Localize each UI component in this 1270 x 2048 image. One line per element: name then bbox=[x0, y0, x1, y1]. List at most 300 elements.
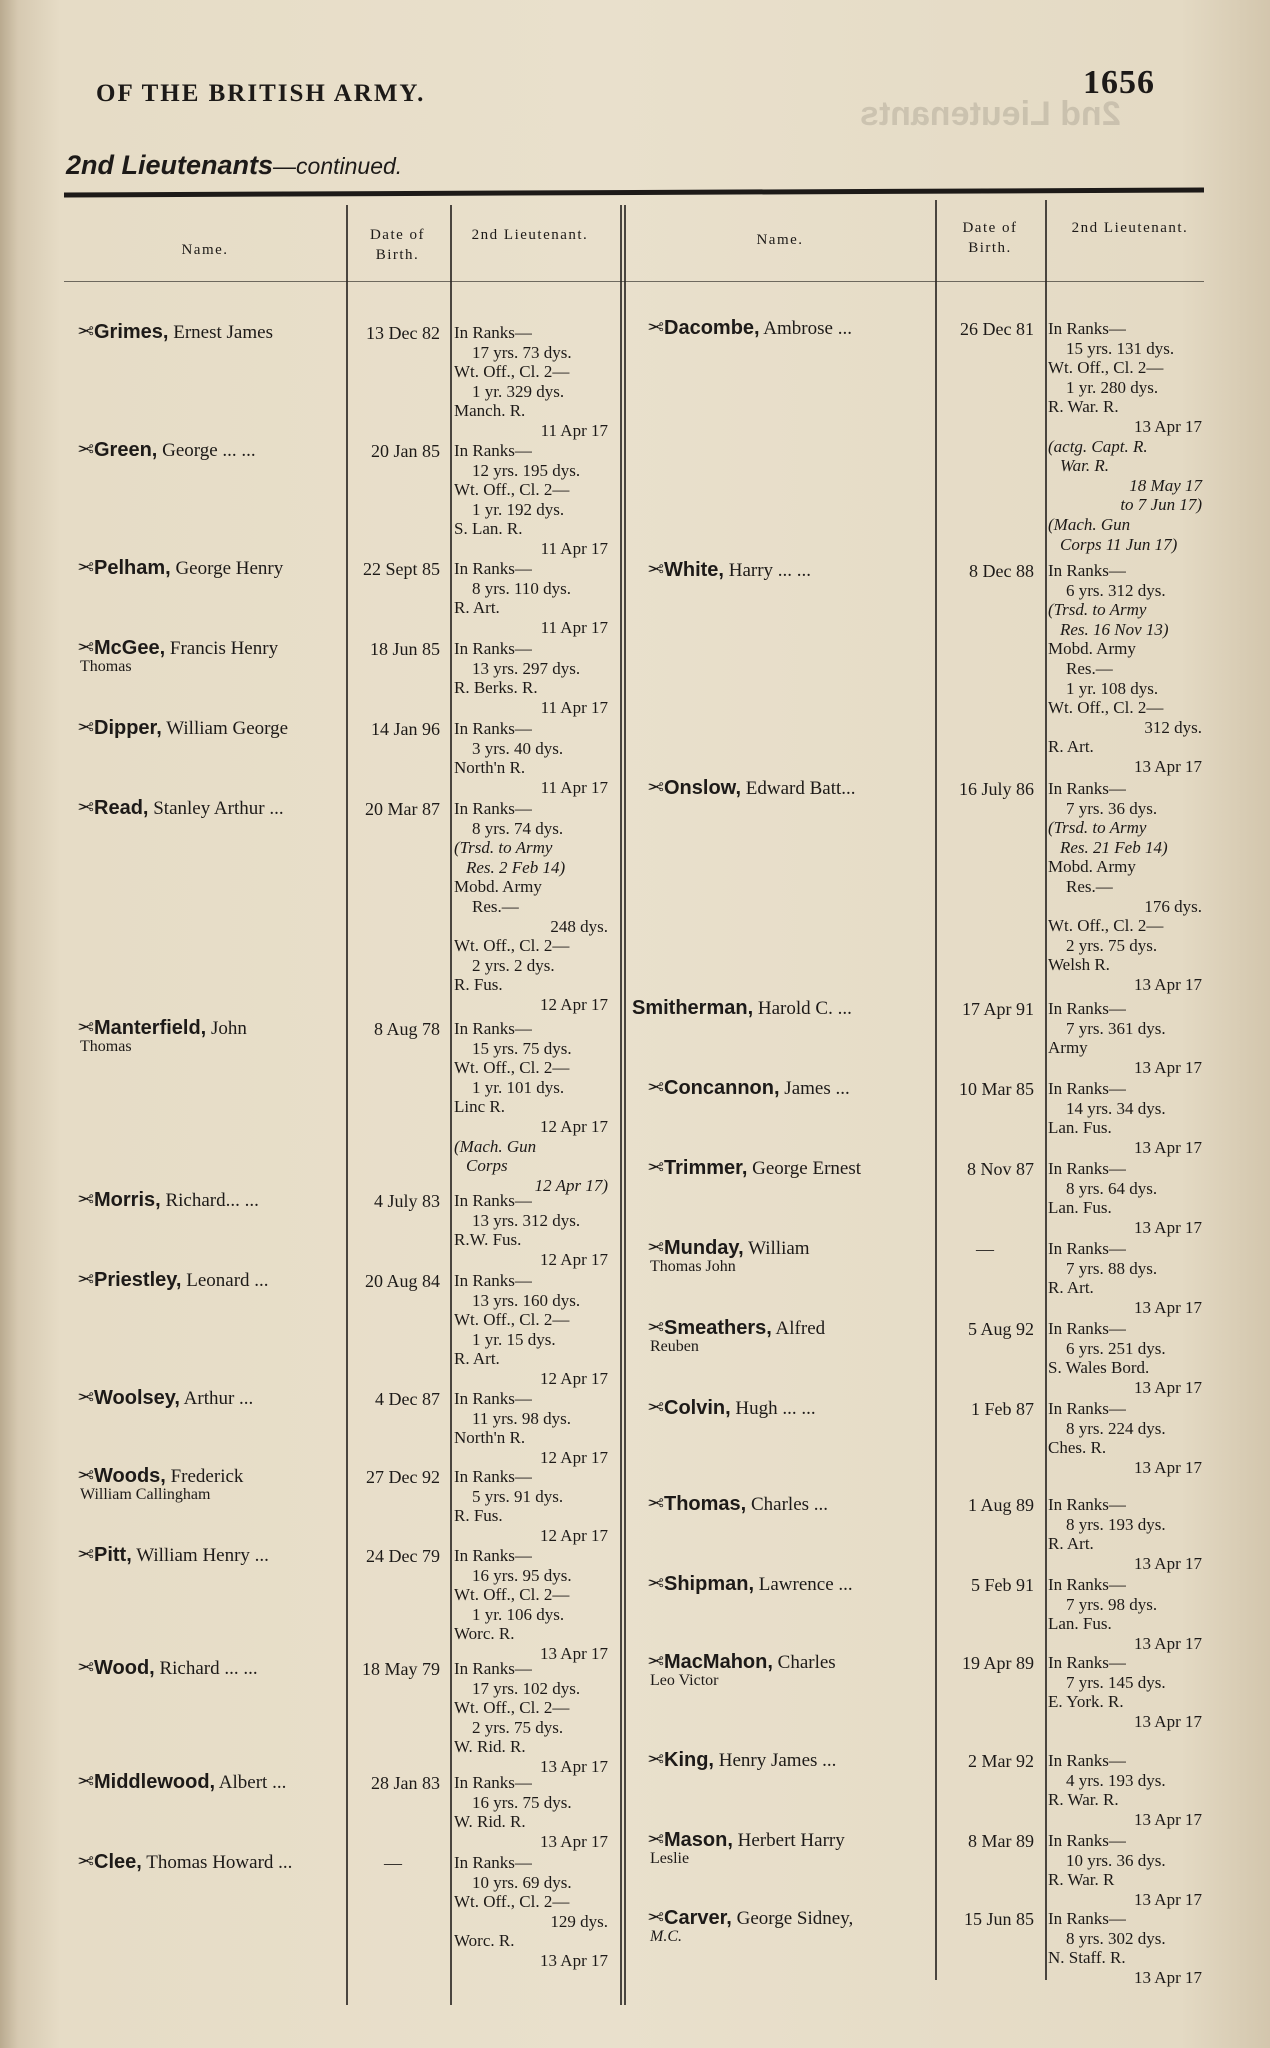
crossed-swords-icon: ✂ bbox=[77, 637, 94, 659]
service-line: In Ranks— bbox=[1048, 779, 1126, 798]
crossed-swords-icon: ✂ bbox=[647, 1907, 664, 1929]
entry-date-of-birth: 1 Aug 89 bbox=[967, 1495, 1034, 1515]
entry-given-names: William Henry ... bbox=[136, 1545, 269, 1566]
entry-name bbox=[62, 1545, 269, 1566]
entry-given-names: Frederick bbox=[170, 1466, 244, 1487]
entry-surname: McGee, bbox=[94, 637, 166, 659]
entry-date-of-birth: 20 Aug 84 bbox=[364, 1271, 440, 1291]
entry-given-names: Richard ... ... bbox=[159, 1658, 258, 1679]
service-line: R. War. R. bbox=[1048, 397, 1119, 417]
entry-date-of-birth: 16 July 86 bbox=[958, 779, 1034, 799]
service-line: 8 yrs. 193 dys. bbox=[1066, 1514, 1166, 1534]
entry-date-of-birth: 26 Dec 81 bbox=[960, 319, 1034, 339]
entry-date-of-birth: 8 Dec 88 bbox=[969, 561, 1034, 581]
entry-date-of-birth: 14 Jan 96 bbox=[371, 719, 440, 739]
entry-given-names: George ... ... bbox=[162, 440, 256, 461]
service-line: (Trsd. to Army bbox=[1048, 600, 1147, 620]
col-header-dob-left: Date of Birth. bbox=[369, 227, 426, 263]
service-line: 13 Apr 17 bbox=[540, 1643, 608, 1663]
entry-service-record bbox=[1048, 1909, 1208, 1987]
entry-name bbox=[632, 1398, 816, 1419]
service-line: 13 yrs. 297 dys. bbox=[472, 658, 581, 678]
entry-date-of-birth: 22 Sept 85 bbox=[362, 559, 440, 579]
entry-service-record bbox=[454, 441, 614, 559]
col-header-name-left: Name. bbox=[181, 242, 229, 258]
entry-name bbox=[632, 778, 856, 799]
entry-date-of-birth: 18 May 79 bbox=[362, 1659, 440, 1679]
service-line: In Ranks— bbox=[1048, 561, 1126, 580]
entry-given-names-cont: M.C. bbox=[650, 1928, 682, 1945]
service-line: 6 yrs. 312 dys. bbox=[1066, 580, 1166, 600]
service-line: Wt. Off., Cl. 2— bbox=[454, 1585, 570, 1605]
entry-date-of-birth: 20 Jan 85 bbox=[371, 441, 440, 461]
entry-surname: Dacombe, bbox=[664, 317, 760, 339]
entry-service-record bbox=[454, 1389, 614, 1467]
entry-surname: King, bbox=[664, 1749, 714, 1771]
entry-surname: Middlewood, bbox=[94, 1771, 216, 1793]
entry-given-names: Leonard ... bbox=[186, 1270, 269, 1291]
service-line: 1 yr. 108 dys. bbox=[1066, 678, 1159, 698]
crossed-swords-icon: ✂ bbox=[647, 1237, 664, 1259]
entry-given-names: George Sidney, bbox=[736, 1908, 854, 1929]
service-line: 13 Apr 17 bbox=[1134, 1057, 1202, 1077]
service-line: 12 Apr 17 bbox=[540, 1447, 608, 1467]
entry-name bbox=[632, 1830, 845, 1851]
service-line: 12 Apr 17 bbox=[540, 994, 608, 1014]
entry-name bbox=[632, 1494, 828, 1515]
service-line: In Ranks— bbox=[1048, 1399, 1126, 1418]
entry-name bbox=[632, 1238, 810, 1259]
entry-given-names: Hugh ... ... bbox=[735, 1398, 816, 1419]
service-line: Res. 21 Feb 14) bbox=[1060, 837, 1168, 857]
service-line: 11 Apr 17 bbox=[540, 697, 608, 717]
crossed-swords-icon: ✂ bbox=[647, 777, 664, 799]
service-line: 1 yr. 280 dys. bbox=[1066, 377, 1159, 397]
entry-surname: Priestley, bbox=[94, 1269, 182, 1291]
entry-service-record bbox=[454, 1659, 614, 1777]
service-line: 7 yrs. 98 dys. bbox=[1066, 1594, 1158, 1614]
entry-given-names: Harold C. ... bbox=[757, 998, 852, 1019]
entry-date-of-birth: 4 July 83 bbox=[373, 1191, 440, 1211]
service-line: Welsh R. bbox=[1048, 955, 1110, 975]
crossed-swords-icon: ✂ bbox=[77, 1544, 94, 1566]
entry-given-names-cont: Thomas bbox=[80, 658, 132, 675]
service-line: R. Art. bbox=[1048, 737, 1094, 757]
service-line: Lan. Fus. bbox=[1048, 1614, 1112, 1634]
service-line: 13 Apr 17 bbox=[1134, 756, 1202, 776]
service-line: Wt. Off., Cl. 2— bbox=[454, 1058, 570, 1078]
entry-surname: MacMahon, bbox=[664, 1651, 773, 1673]
service-line: S. Wales Bord. bbox=[1048, 1358, 1150, 1378]
service-line: 15 yrs. 75 dys. bbox=[472, 1038, 572, 1058]
entry-name bbox=[62, 638, 278, 659]
entry-date-of-birth: 2 Mar 92 bbox=[968, 1751, 1034, 1771]
entry-date-of-birth: 5 Feb 91 bbox=[971, 1575, 1034, 1595]
crossed-swords-icon: ✂ bbox=[77, 1657, 94, 1679]
col-header-dob-right: Date of Birth. bbox=[962, 220, 1018, 256]
service-line: E. York. R. bbox=[1048, 1692, 1124, 1712]
entry-name bbox=[62, 1852, 292, 1873]
service-line: 13 Apr 17 bbox=[1134, 1297, 1202, 1317]
entry-surname: Munday, bbox=[664, 1237, 744, 1259]
crossed-swords-icon: ✂ bbox=[647, 1317, 664, 1339]
crossed-swords-icon: ✂ bbox=[77, 439, 94, 461]
service-line: 16 yrs. 95 dys. bbox=[472, 1565, 572, 1585]
service-line: 18 May 17 bbox=[1129, 475, 1202, 495]
entry-given-names: Charles ... bbox=[751, 1494, 829, 1515]
service-line: Mobd. Army bbox=[1048, 639, 1136, 659]
entry-date-of-birth: 4 Dec 87 bbox=[375, 1389, 440, 1409]
entry-name bbox=[62, 1658, 258, 1679]
crossed-swords-icon: ✂ bbox=[647, 1829, 664, 1851]
entry-service-record bbox=[454, 1191, 614, 1269]
service-line: 1 yr. 192 dys. bbox=[472, 499, 565, 519]
entry-service-record bbox=[454, 1019, 614, 1195]
service-line: Worc. R. bbox=[454, 1931, 515, 1951]
entry-surname: Smitherman, bbox=[632, 997, 754, 1019]
service-line: 1 yr. 329 dys. bbox=[472, 381, 565, 401]
entry-given-names: Charles bbox=[777, 1652, 836, 1673]
entry-service-record bbox=[1048, 779, 1208, 995]
entry-given-names: Francis Henry bbox=[169, 638, 279, 659]
entry-name bbox=[62, 1388, 253, 1409]
entry-name bbox=[632, 1078, 850, 1099]
entry-date-of-birth: 19 Apr 89 bbox=[962, 1653, 1034, 1673]
service-line: In Ranks— bbox=[454, 1546, 532, 1565]
service-line: In Ranks— bbox=[1048, 999, 1126, 1018]
entry-service-record bbox=[1048, 999, 1208, 1077]
entry-name bbox=[62, 1190, 259, 1211]
column-rule bbox=[346, 205, 348, 2005]
bleed-through-text: 2nd Lieutenants bbox=[860, 95, 1121, 133]
crossed-swords-icon: ✂ bbox=[77, 1465, 94, 1487]
entry-given-names-cont: Leslie bbox=[650, 1850, 690, 1867]
service-line: Wt. Off., Cl. 2— bbox=[454, 1698, 570, 1718]
service-line: (Mach. Gun bbox=[1048, 514, 1131, 534]
service-line: Wt. Off., Cl. 2— bbox=[454, 480, 570, 500]
service-line: In Ranks— bbox=[454, 1271, 532, 1290]
service-line: N. Staff. R. bbox=[1048, 1948, 1126, 1968]
service-line: R. War. R bbox=[1048, 1870, 1115, 1890]
service-line: 3 yrs. 40 dys. bbox=[472, 738, 564, 758]
service-line: 11 yrs. 98 dys. bbox=[472, 1408, 572, 1428]
service-line: 2 yrs. 75 dys. bbox=[1066, 935, 1158, 955]
entry-name bbox=[62, 440, 256, 461]
entry-name bbox=[62, 1772, 286, 1793]
section-title-main: 2nd Lieutenants bbox=[66, 150, 274, 180]
service-line: 14 yrs. 34 dys. bbox=[1066, 1098, 1166, 1118]
service-line: In Ranks— bbox=[454, 1389, 532, 1408]
crossed-swords-icon: ✂ bbox=[647, 1573, 664, 1595]
service-line: 11 Apr 17 bbox=[540, 420, 608, 440]
service-line: Wt. Off., Cl. 2— bbox=[1048, 698, 1164, 718]
service-line: (actg. Capt. R. bbox=[1048, 436, 1148, 456]
service-line: 11 Apr 17 bbox=[540, 777, 608, 797]
crossed-swords-icon: ✂ bbox=[77, 1387, 94, 1409]
service-line: Worc. R. bbox=[454, 1624, 515, 1644]
entry-service-record bbox=[454, 799, 614, 1015]
entry-given-names-cont: Thomas bbox=[80, 1038, 132, 1055]
entry-name bbox=[632, 1652, 836, 1673]
entry-service-record bbox=[1048, 1751, 1208, 1829]
entry-name bbox=[62, 718, 288, 739]
service-line: 11 Apr 17 bbox=[540, 617, 608, 637]
entry-surname: Read, bbox=[94, 797, 149, 819]
service-line: 8 yrs. 74 dys. bbox=[472, 818, 564, 838]
entry-date-of-birth: 17 Apr 91 bbox=[962, 999, 1034, 1019]
service-line: 7 yrs. 145 dys. bbox=[1066, 1672, 1166, 1692]
entry-name bbox=[632, 1908, 853, 1929]
service-line: 10 yrs. 36 dys. bbox=[1066, 1850, 1166, 1870]
service-line: 4 yrs. 193 dys. bbox=[1066, 1770, 1166, 1790]
service-line: Mobd. Army bbox=[454, 877, 542, 897]
entry-service-record bbox=[454, 559, 614, 637]
entry-service-record bbox=[454, 639, 614, 717]
entry-service-record bbox=[1048, 1575, 1208, 1653]
service-line: In Ranks— bbox=[454, 559, 532, 578]
crossed-swords-icon: ✂ bbox=[77, 797, 94, 819]
service-line: North'n R. bbox=[454, 758, 526, 778]
entry-name bbox=[632, 560, 811, 581]
service-line: In Ranks— bbox=[454, 639, 532, 658]
service-line: 13 Apr 17 bbox=[1134, 1809, 1202, 1829]
entry-given-names: William bbox=[748, 1238, 810, 1259]
entry-date-of-birth: 28 Jan 83 bbox=[371, 1773, 440, 1793]
service-line: R. Art. bbox=[454, 598, 500, 618]
entry-given-names: Henry James ... bbox=[718, 1750, 837, 1771]
crossed-swords-icon: ✂ bbox=[77, 557, 94, 579]
service-line: In Ranks— bbox=[1048, 1495, 1126, 1514]
entry-service-record bbox=[454, 323, 614, 441]
service-line: W. Rid. R. bbox=[454, 1812, 526, 1832]
service-line: 312 dys. bbox=[1144, 717, 1202, 737]
entry-given-names: William George bbox=[166, 718, 289, 739]
entry-date-of-birth: 1 Feb 87 bbox=[971, 1399, 1034, 1419]
entry-name bbox=[632, 318, 852, 339]
service-line: In Ranks— bbox=[454, 1467, 532, 1486]
entry-surname: Clee, bbox=[94, 1851, 142, 1873]
service-line: (Trsd. to Army bbox=[454, 838, 553, 858]
entry-date-of-birth: 10 Mar 85 bbox=[959, 1079, 1034, 1099]
entry-date-of-birth: 8 Mar 89 bbox=[968, 1831, 1034, 1851]
service-line: In Ranks— bbox=[1048, 1831, 1126, 1850]
entry-service-record bbox=[1048, 1399, 1208, 1477]
service-line: S. Lan. R. bbox=[454, 519, 523, 539]
entry-surname: Onslow, bbox=[664, 777, 742, 799]
entry-given-names: John bbox=[211, 1018, 247, 1039]
column-rule bbox=[620, 205, 622, 2005]
service-line: Wt. Off., Cl. 2— bbox=[454, 936, 570, 956]
entry-service-record bbox=[454, 719, 614, 797]
crossed-swords-icon: ✂ bbox=[77, 1269, 94, 1291]
service-line: R. Art. bbox=[1048, 1534, 1094, 1554]
service-line: Res.— bbox=[1066, 876, 1113, 896]
service-line: 12 Apr 17) bbox=[534, 1175, 608, 1195]
entry-date-of-birth: 13 Dec 82 bbox=[366, 323, 440, 343]
entry-date-of-birth: 27 Dec 92 bbox=[366, 1467, 440, 1487]
service-line: R. Berks. R. bbox=[454, 678, 538, 698]
service-line: 10 yrs. 69 dys. bbox=[472, 1872, 572, 1892]
entry-surname: Colvin, bbox=[664, 1397, 731, 1419]
service-line: In Ranks— bbox=[454, 323, 532, 342]
service-line: In Ranks— bbox=[454, 1019, 532, 1038]
service-line: 12 Apr 17 bbox=[540, 1368, 608, 1388]
service-line: R. Fus. bbox=[454, 1506, 503, 1526]
entry-given-names: Stanley Arthur ... bbox=[153, 798, 284, 819]
service-line: In Ranks— bbox=[1048, 1575, 1126, 1594]
service-line: 17 yrs. 73 dys. bbox=[472, 342, 572, 362]
entry-given-names: Ernest James bbox=[173, 322, 273, 343]
service-line: 11 Apr 17 bbox=[540, 538, 608, 558]
entry-name bbox=[62, 1466, 243, 1487]
service-line: 12 yrs. 195 dys. bbox=[472, 460, 581, 480]
entry-date-of-birth: — bbox=[976, 1239, 994, 1259]
service-line: 129 dys. bbox=[550, 1911, 608, 1931]
entry-given-names: Albert ... bbox=[218, 1772, 287, 1793]
entry-surname: Woods, bbox=[94, 1465, 166, 1487]
service-line: In Ranks— bbox=[454, 799, 532, 818]
entry-service-record bbox=[1048, 1239, 1208, 1317]
entry-date-of-birth: 5 Aug 92 bbox=[967, 1319, 1034, 1339]
service-line: 248 dys. bbox=[550, 916, 608, 936]
service-line: In Ranks— bbox=[1048, 1751, 1126, 1770]
entry-surname: Pelham, bbox=[94, 557, 171, 579]
crossed-swords-icon: ✂ bbox=[647, 1077, 664, 1099]
entry-given-names: Thomas Howard ... bbox=[146, 1852, 293, 1873]
service-line: 6 yrs. 251 dys. bbox=[1066, 1338, 1166, 1358]
service-line: War. R. bbox=[1060, 456, 1109, 476]
page-number: 1656 bbox=[1083, 64, 1155, 101]
entry-date-of-birth: 20 Mar 87 bbox=[365, 799, 440, 819]
entry-service-record bbox=[454, 1467, 614, 1545]
service-line: R.W. Fus. bbox=[454, 1230, 522, 1250]
crossed-swords-icon: ✂ bbox=[77, 1771, 94, 1793]
service-line: Res. 16 Nov 13) bbox=[1060, 619, 1169, 639]
entry-surname: Grimes, bbox=[94, 321, 169, 343]
col-header-2lt-right: 2nd Lieutenant. bbox=[1071, 220, 1189, 236]
crossed-swords-icon: ✂ bbox=[77, 1189, 94, 1211]
running-head: OF THE BRITISH ARMY. bbox=[96, 80, 426, 107]
entry-service-record bbox=[1048, 1079, 1208, 1157]
entry-service-record bbox=[1048, 1319, 1208, 1397]
entry-surname: Dipper, bbox=[94, 717, 162, 739]
entry-surname: Mason, bbox=[664, 1829, 733, 1851]
entry-given-names-cont: Thomas John bbox=[650, 1258, 736, 1275]
service-line: 13 yrs. 160 dys. bbox=[472, 1290, 581, 1310]
entry-given-names: Arthur ... bbox=[183, 1388, 254, 1409]
entry-service-record bbox=[454, 1546, 614, 1664]
entry-name bbox=[62, 1270, 269, 1291]
entry-given-names: George Henry bbox=[175, 558, 284, 579]
entry-surname: White, bbox=[664, 559, 724, 581]
entry-surname: Manterfield, bbox=[94, 1017, 207, 1039]
service-line: 13 Apr 17 bbox=[1134, 1711, 1202, 1731]
service-line: 7 yrs. 88 dys. bbox=[1066, 1258, 1158, 1278]
service-line: In Ranks— bbox=[1048, 319, 1126, 338]
entry-service-record bbox=[454, 1773, 614, 1851]
service-line: Res.— bbox=[1066, 658, 1113, 678]
col-header-name-right: Name. bbox=[756, 232, 804, 248]
service-line: 13 Apr 17 bbox=[1134, 1633, 1202, 1653]
service-line: Corps bbox=[466, 1156, 508, 1176]
entry-given-names: Alfred bbox=[775, 1318, 826, 1339]
entry-surname: Thomas, bbox=[664, 1493, 747, 1515]
service-line: 12 Apr 17 bbox=[540, 1249, 608, 1269]
service-line: Corps 11 Jun 17) bbox=[1060, 534, 1178, 554]
entry-service-record bbox=[1048, 561, 1208, 777]
entry-service-record bbox=[1048, 1159, 1208, 1237]
service-line: 1 yr. 15 dys. bbox=[472, 1329, 556, 1349]
service-line: R. War. R. bbox=[1048, 1790, 1119, 1810]
service-line: In Ranks— bbox=[454, 1659, 532, 1678]
entry-given-names: Lawrence ... bbox=[758, 1574, 853, 1595]
service-line: Res. 2 Feb 14) bbox=[466, 857, 566, 877]
service-line: 1 yr. 101 dys. bbox=[472, 1077, 565, 1097]
service-line: Wt. Off., Cl. 2— bbox=[454, 362, 570, 382]
entry-name bbox=[62, 558, 283, 579]
service-line: (Mach. Gun bbox=[454, 1136, 537, 1156]
entry-name bbox=[632, 1574, 853, 1595]
service-line: 13 Apr 17 bbox=[540, 1831, 608, 1851]
section-title-suffix: —continued. bbox=[273, 153, 403, 179]
service-line: Linc R. bbox=[454, 1097, 505, 1117]
entry-service-record bbox=[454, 1853, 614, 1971]
entry-surname: Shipman, bbox=[664, 1573, 755, 1595]
service-line: In Ranks— bbox=[454, 1191, 532, 1210]
entry-surname: Pitt, bbox=[94, 1544, 132, 1566]
entry-name bbox=[632, 1750, 836, 1771]
service-line: (Trsd. to Army bbox=[1048, 818, 1147, 838]
service-line: 2 yrs. 2 dys. bbox=[472, 955, 555, 975]
entry-name bbox=[632, 1318, 825, 1339]
service-line: In Ranks— bbox=[454, 719, 532, 738]
column-rule bbox=[624, 205, 626, 2005]
service-line: North'n R. bbox=[454, 1428, 526, 1448]
col-header-2lt-left: 2nd Lieutenant. bbox=[471, 227, 589, 243]
header-rule-thick bbox=[64, 188, 1204, 198]
entry-date-of-birth: 8 Nov 87 bbox=[967, 1159, 1034, 1179]
crossed-swords-icon: ✂ bbox=[77, 1851, 94, 1873]
entry-date-of-birth: 18 Jun 85 bbox=[369, 639, 440, 659]
service-line: In Ranks— bbox=[1048, 1159, 1126, 1178]
service-line: 2 yrs. 75 dys. bbox=[472, 1717, 564, 1737]
entry-given-names-cont: Reuben bbox=[650, 1338, 699, 1355]
entry-given-names: James ... bbox=[784, 1078, 850, 1099]
service-line: 13 Apr 17 bbox=[1134, 1137, 1202, 1157]
entry-date-of-birth: 15 Jun 85 bbox=[963, 1909, 1034, 1929]
service-line: Res.— bbox=[472, 896, 519, 916]
entry-given-names: Harry ... ... bbox=[728, 560, 812, 581]
service-line: In Ranks— bbox=[454, 441, 532, 460]
entry-given-names: George Ernest bbox=[752, 1158, 862, 1179]
entry-given-names: Richard... ... bbox=[165, 1190, 259, 1211]
entry-name bbox=[632, 998, 852, 1019]
service-line: Lan. Fus. bbox=[1048, 1198, 1112, 1218]
entry-service-record bbox=[1048, 1495, 1208, 1573]
service-line: Wt. Off., Cl. 2— bbox=[454, 1310, 570, 1330]
service-line: 13 Apr 17 bbox=[1134, 1377, 1202, 1397]
crossed-swords-icon: ✂ bbox=[647, 559, 664, 581]
service-line: W. Rid. R. bbox=[454, 1737, 526, 1757]
service-line: 8 yrs. 224 dys. bbox=[1066, 1418, 1166, 1438]
service-line: 8 yrs. 110 dys. bbox=[472, 578, 572, 598]
entry-given-names: Ambrose ... bbox=[763, 318, 852, 339]
entry-service-record bbox=[1048, 1653, 1208, 1731]
service-line: In Ranks— bbox=[454, 1773, 532, 1792]
service-line: 176 dys. bbox=[1144, 896, 1202, 916]
service-line: Wt. Off., Cl. 2— bbox=[1048, 916, 1164, 936]
crossed-swords-icon: ✂ bbox=[647, 1397, 664, 1419]
